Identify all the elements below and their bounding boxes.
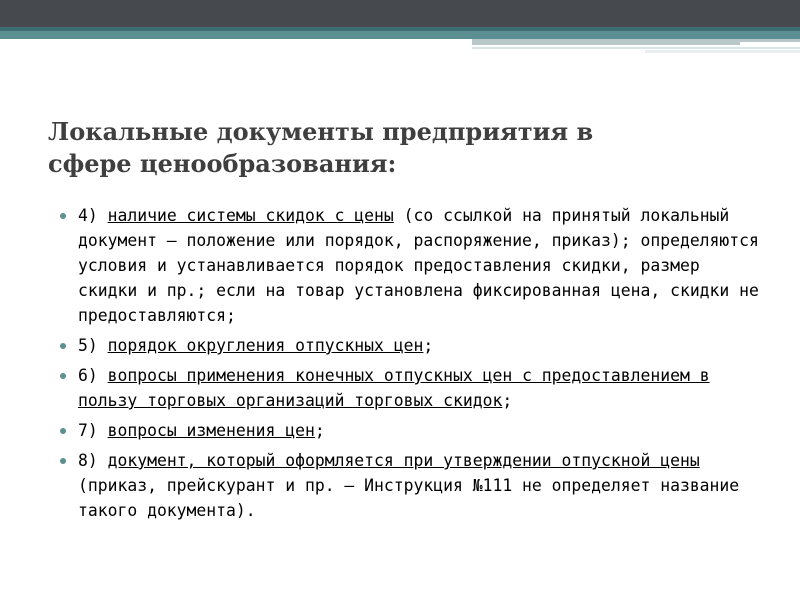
header-bar bbox=[0, 0, 800, 27]
list-item bbox=[48, 203, 768, 328]
list-item bbox=[48, 363, 768, 413]
slide-title-line-1: Локальные документы предприятия в bbox=[48, 117, 594, 146]
item-number: 4) bbox=[78, 206, 108, 225]
header-divider-thin-2 bbox=[645, 50, 800, 53]
bullet-dot-icon bbox=[60, 343, 66, 349]
bullet-dot-icon bbox=[60, 373, 66, 379]
header-divider-left bbox=[0, 39, 472, 43]
item-text: (приказ, прейскурант и пр. – Инструкция №111 не определяет название такого документа). bbox=[78, 476, 740, 520]
item-number: 5) bbox=[78, 336, 108, 355]
list-item bbox=[48, 418, 768, 443]
slide-title bbox=[48, 116, 748, 180]
item-text: ; bbox=[502, 391, 513, 410]
item-underlined-text: порядок округления отпускных цен bbox=[107, 336, 424, 355]
slide-title-line-2: сфере ценообразования: bbox=[48, 149, 397, 178]
header-accent-bar bbox=[0, 31, 800, 39]
bullet-dot-icon bbox=[60, 213, 66, 219]
list-item bbox=[48, 448, 768, 523]
bullet-list bbox=[48, 203, 768, 528]
header-divider-thin bbox=[472, 47, 800, 49]
item-underlined-text: документ, который оформляется при утверждении отпускной цены bbox=[107, 451, 700, 470]
item-text: ; bbox=[423, 336, 434, 355]
item-number: 8) bbox=[78, 451, 108, 470]
header-divider-highlight bbox=[740, 42, 800, 45]
item-text: (со ссылкой на принятый локальный документ – положение или порядок, распоряжение, приказ); определяются условия и устанавливается порядок предоставления скидки, размер скидки и пр.; если на товар установлена фиксированная цена, скидки не предоставляются; bbox=[78, 206, 759, 325]
list-item bbox=[48, 333, 768, 358]
bullet-dot-icon bbox=[60, 428, 66, 434]
item-underlined-text: вопросы применения конечных отпускных цен с предоставлением в пользу торговых организаций торговых скидок bbox=[78, 366, 710, 410]
item-underlined-text: вопросы изменения цен bbox=[107, 421, 315, 440]
item-underlined-text: наличие системы скидок с цены bbox=[107, 206, 394, 225]
item-text: ; bbox=[314, 421, 325, 440]
item-number: 7) bbox=[78, 421, 108, 440]
item-number: 6) bbox=[78, 366, 108, 385]
bullet-dot-icon bbox=[60, 458, 66, 464]
